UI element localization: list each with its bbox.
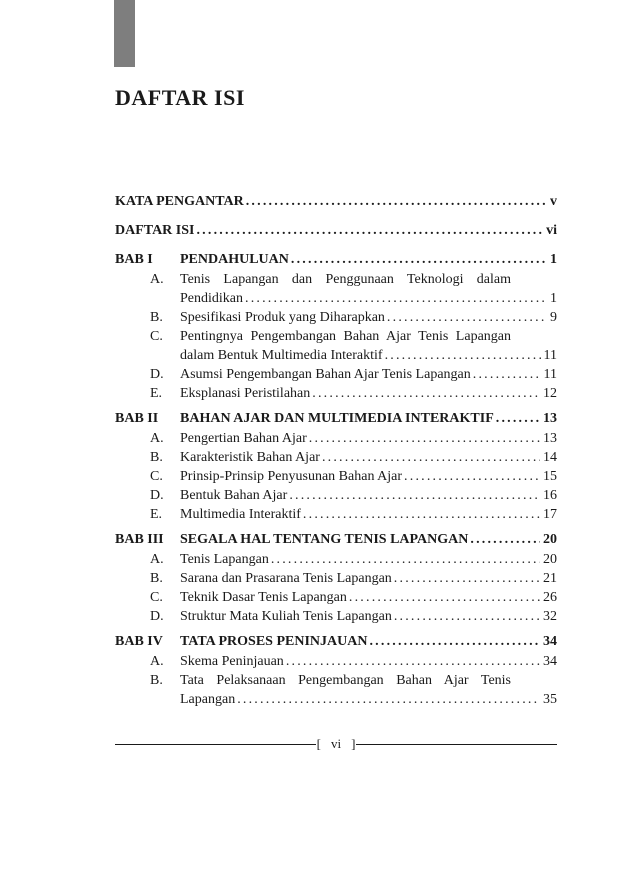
toc-item	[150, 607, 557, 626]
page-number: 11	[543, 348, 557, 363]
item-text: Skema Peninjauan	[180, 654, 284, 669]
chapter-number: BAB II	[115, 411, 159, 426]
item-body	[180, 365, 557, 384]
item-letter: A.	[150, 654, 164, 669]
page-number: vi	[546, 223, 557, 238]
item-body	[180, 569, 557, 588]
item-text-line2: dalam Bentuk Multimedia Interaktif	[180, 348, 383, 363]
page-number: 34	[543, 654, 557, 669]
item-body	[180, 327, 557, 365]
item-body	[180, 588, 557, 607]
page-title: DAFTAR ISI	[115, 85, 245, 110]
item-letter: E.	[150, 386, 163, 401]
item-body	[180, 505, 557, 524]
item-text-line2: Pendidikan	[180, 291, 243, 306]
toc-item	[150, 569, 557, 588]
chapter-header	[115, 632, 557, 651]
toc-item	[150, 384, 557, 403]
item-body	[180, 652, 557, 671]
item-text: Multimedia Interaktif	[180, 507, 301, 522]
page-number: 9	[550, 310, 557, 325]
item-text-line2-row	[180, 346, 557, 365]
dot-leader	[245, 289, 547, 308]
table-of-contents	[115, 192, 557, 709]
item-body	[180, 448, 557, 467]
item-text: Bentuk Bahan Ajar	[180, 488, 288, 503]
page-content	[115, 86, 557, 709]
page-number: v	[550, 194, 557, 209]
chapter-title: BAHAN AJAR DAN MULTIMEDIA INTERAKTIF	[180, 411, 494, 426]
corner-accent-bar	[114, 0, 135, 67]
page-number: 35	[543, 692, 557, 707]
item-text-line1: Pentingnya Pengembangan Bahan Ajar Tenis Lapangan	[180, 329, 511, 344]
item-text: Prinsip-Prinsip Penyusunan Bahan Ajar	[180, 469, 403, 484]
dot-leader	[291, 250, 547, 269]
page-footer	[115, 737, 557, 751]
item-letter: C.	[150, 329, 163, 344]
page-number: 20	[543, 532, 557, 547]
item-text: Karakteristik Bahan Ajar	[180, 450, 320, 465]
toc-front-row	[115, 192, 557, 211]
footer-page-number: vi	[330, 736, 342, 751]
item-body	[180, 671, 557, 709]
item-letter: D.	[150, 367, 164, 382]
dot-leader	[496, 409, 540, 428]
toc-chapter-bab-iii	[115, 530, 557, 626]
item-text: Struktur Mata Kuliah Tenis Lapangan	[180, 609, 392, 624]
page-number: 26	[543, 590, 557, 605]
dot-leader	[289, 486, 540, 505]
page-number: 11	[543, 367, 557, 382]
item-body	[180, 429, 557, 448]
toc-item	[150, 486, 557, 505]
toc-chapter-bab-i	[115, 250, 557, 403]
item-letter: E.	[150, 507, 163, 522]
page-number: 13	[543, 431, 557, 446]
dot-leader	[322, 448, 540, 467]
item-letter: B.	[150, 673, 163, 688]
toc-item	[150, 467, 557, 486]
item-text-line1: Tenis Lapangan dan Penggunaan Teknologi dalam	[180, 272, 511, 287]
item-text-line2-row	[180, 289, 557, 308]
item-letter: A.	[150, 431, 164, 446]
toc-item	[150, 448, 557, 467]
dot-leader	[196, 221, 543, 240]
page-number: 1	[550, 252, 557, 267]
item-text: Pengertian Bahan Ajar	[180, 431, 307, 446]
dot-leader	[246, 192, 547, 211]
toc-item	[150, 327, 557, 365]
page-number: 1	[550, 291, 557, 306]
item-letter: D.	[150, 609, 164, 624]
dot-leader	[369, 632, 540, 651]
item-letter: C.	[150, 469, 163, 484]
page-number: 20	[543, 552, 557, 567]
chapter-header	[115, 409, 557, 428]
item-letter: B.	[150, 450, 163, 465]
chapter-title: TATA PROSES PENINJAUAN	[180, 634, 368, 649]
toc-entry-label: DAFTAR ISI	[115, 223, 195, 238]
item-body	[180, 550, 557, 569]
page-number: 15	[543, 469, 557, 484]
item-text: Eksplanasi Peristilahan	[180, 386, 311, 401]
footer-bracket-right: ]	[351, 736, 356, 751]
page-number: 32	[543, 609, 557, 624]
dot-leader	[271, 550, 540, 569]
toc-chapter-bab-iv	[115, 632, 557, 709]
page-number: 16	[543, 488, 557, 503]
item-body	[180, 308, 557, 327]
item-letter: B.	[150, 310, 163, 325]
dot-leader	[309, 429, 540, 448]
dot-leader	[387, 308, 547, 327]
item-body	[180, 486, 557, 505]
toc-item	[150, 270, 557, 308]
dot-leader	[312, 384, 540, 403]
page-number: 21	[543, 571, 557, 586]
item-letter: A.	[150, 272, 164, 287]
chapter-number: BAB I	[115, 252, 153, 267]
footer-rule-left	[115, 744, 316, 745]
chapter-header	[115, 530, 557, 549]
item-letter: C.	[150, 590, 163, 605]
toc-front-row	[115, 221, 557, 240]
toc-chapter-bab-ii	[115, 409, 557, 524]
toc-item	[150, 429, 557, 448]
dot-leader	[470, 530, 540, 549]
item-text: Teknik Dasar Tenis Lapangan	[180, 590, 347, 605]
toc-entry-label: KATA PENGANTAR	[115, 194, 244, 209]
dot-leader	[286, 652, 540, 671]
item-letter: A.	[150, 552, 164, 567]
toc-item	[150, 671, 557, 709]
footer-rule-right	[356, 744, 557, 745]
item-letter: D.	[150, 488, 164, 503]
toc-item	[150, 365, 557, 384]
dot-leader	[303, 505, 540, 524]
chapter-title: PENDAHULUAN	[180, 252, 289, 267]
toc-item	[150, 308, 557, 327]
item-text: Tenis Lapangan	[180, 552, 269, 567]
item-text-line2: Lapangan	[180, 692, 236, 707]
dot-leader	[237, 690, 540, 709]
item-body	[180, 607, 557, 626]
page-number: 17	[543, 507, 557, 522]
toc-item	[150, 505, 557, 524]
page-number: 14	[543, 450, 557, 465]
toc-item	[150, 588, 557, 607]
toc-item	[150, 550, 557, 569]
item-letter: B.	[150, 571, 163, 586]
chapter-header	[115, 250, 557, 269]
page-number: 34	[543, 634, 557, 649]
chapter-number: BAB IV	[115, 634, 163, 649]
item-body	[180, 270, 557, 308]
dot-leader	[385, 346, 541, 365]
item-text-line2-row	[180, 690, 557, 709]
dot-leader	[394, 569, 540, 588]
chapter-number: BAB III	[115, 532, 164, 547]
footer-bracket-left: [	[316, 736, 321, 751]
item-text-line1: Tata Pelaksanaan Pengembangan Bahan Ajar Tenis	[180, 673, 511, 688]
toc-item	[150, 652, 557, 671]
page-number: 12	[543, 386, 557, 401]
dot-leader	[404, 467, 540, 486]
item-text: Asumsi Pengembangan Bahan Ajar Tenis Lapangan	[180, 367, 471, 382]
item-text: Sarana dan Prasarana Tenis Lapangan	[180, 571, 392, 586]
item-body	[180, 384, 557, 403]
chapter-title: SEGALA HAL TENTANG TENIS LAPANGAN	[180, 532, 469, 547]
item-body	[180, 467, 557, 486]
dot-leader	[394, 607, 540, 626]
dot-leader	[473, 365, 541, 384]
item-text: Spesifikasi Produk yang Diharapkan	[180, 310, 385, 325]
dot-leader	[349, 588, 540, 607]
page-number: 13	[543, 411, 557, 426]
